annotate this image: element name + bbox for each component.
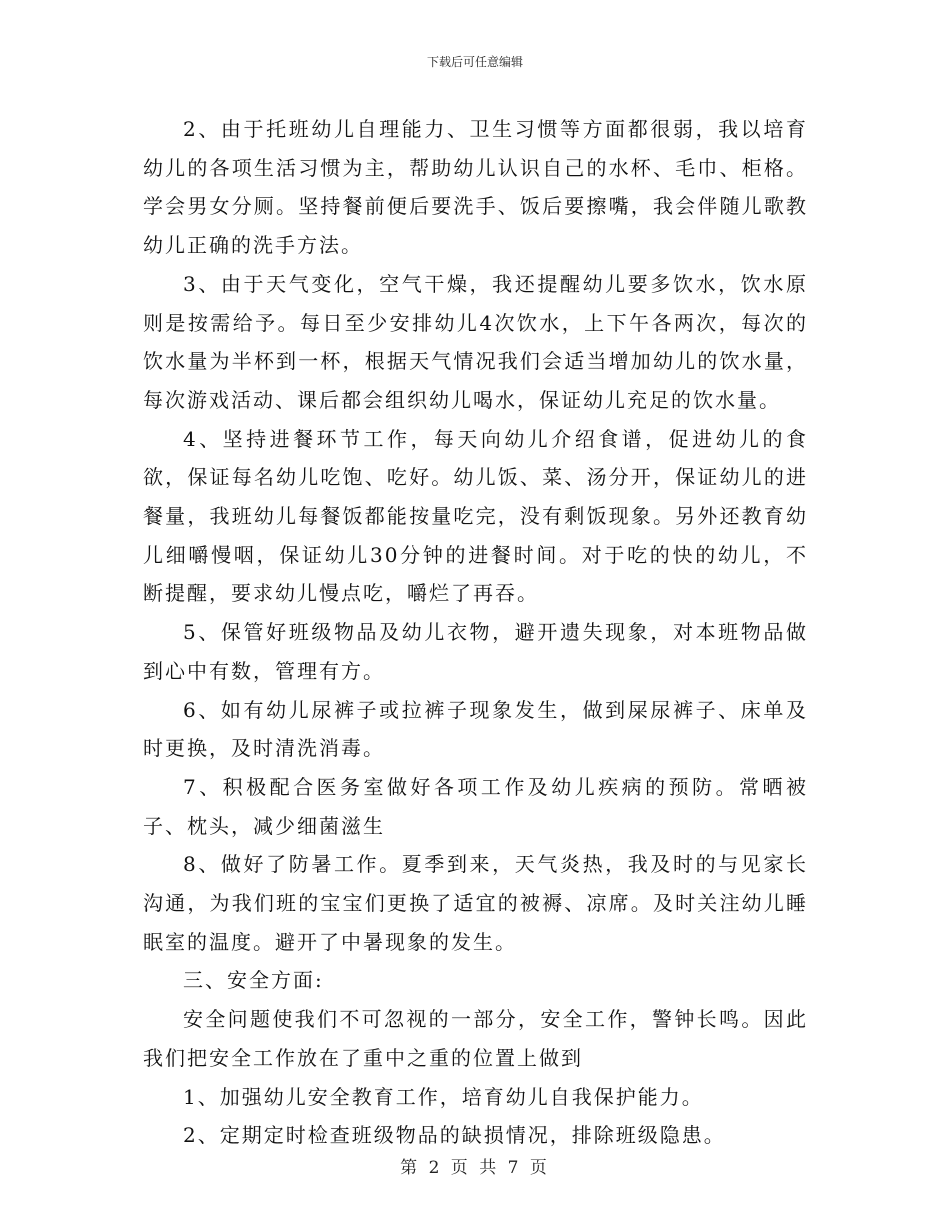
- document-body: [143, 110, 808, 1155]
- page-header-note: 下载后可任意编辑: [426, 55, 523, 69]
- paragraph-safety-inspection: 2、定期定时检查班级物品的缺损情况，排除班级隐患。: [183, 1123, 726, 1148]
- section-heading-safety: 三、安全方面:: [183, 968, 324, 993]
- paragraph-accidents: 6、如有幼儿尿裤子或拉裤子现象发生，做到屎尿裤子、床单及时更换，及时清洗消毒。: [143, 697, 808, 761]
- paragraph-drinking-water: 3、由于天气变化，空气干燥，我还提醒幼儿要多饮水，饮水原则是按需给予。每日至少安排幼儿4次饮水，上下午各两次，每次的饮水量为半杯到一杯，根据天气情况我们会适当增加幼儿的饮水量，每次游戏活动、课后都会组织幼儿喝水，保证幼儿充足的饮水量。: [143, 271, 808, 412]
- paragraph-class-items: 5、保管好班级物品及幼儿衣物，避开遗失现象，对本班物品做到心中有数，管理有方。: [143, 620, 808, 683]
- paragraph-heatstroke: 8、做好了防暑工作。夏季到来，天气炎热，我及时的与见家长沟通，为我们班的宝宝们更换了适宜的被褥、凉席。及时关注幼儿睡眠室的温度。避开了中暑现象的发生。: [143, 852, 808, 954]
- paragraph-safety-intro: 安全问题使我们不可忽视的一部分，安全工作，警钟长鸣。因此我们把安全工作放在了重中之重的位置上做到: [143, 1007, 808, 1070]
- paragraph-meals: 4、坚持进餐环节工作，每天向幼儿介绍食谱，促进幼儿的食欲，保证每名幼儿吃饱、吃好。幼儿饭、菜、汤分开，保证幼儿的进餐量，我班幼儿每餐饭都能按量吃完，没有剩饭现象。另外还教育幼儿细嚼慢咽，保证幼儿30分钟的进餐时间。对于吃的快的幼儿，不断提醒，要求幼儿慢点吃，嚼烂了再吞。: [143, 426, 808, 606]
- page-number-footer: 第 2 页 共 7 页: [400, 1158, 550, 1178]
- paragraph-disease-prevention: 7、积极配合医务室做好各项工作及幼儿疾病的预防。常晒被子、枕头，减少细菌滋生: [143, 774, 808, 838]
- paragraph-safety-education: 1、加强幼儿安全教育工作，培育幼儿自我保护能力。: [183, 1084, 704, 1109]
- paragraph-hygiene-habits: 2、由于托班幼儿自理能力、卫生习惯等方面都很弱，我以培育幼儿的各项生活习惯为主，帮助幼儿认识自己的水杯、毛巾、柜格。学会男女分厕。坚持餐前便后要洗手、饭后要擦嘴，我会伴随儿歌教幼儿正确的洗手方法。: [143, 117, 808, 258]
